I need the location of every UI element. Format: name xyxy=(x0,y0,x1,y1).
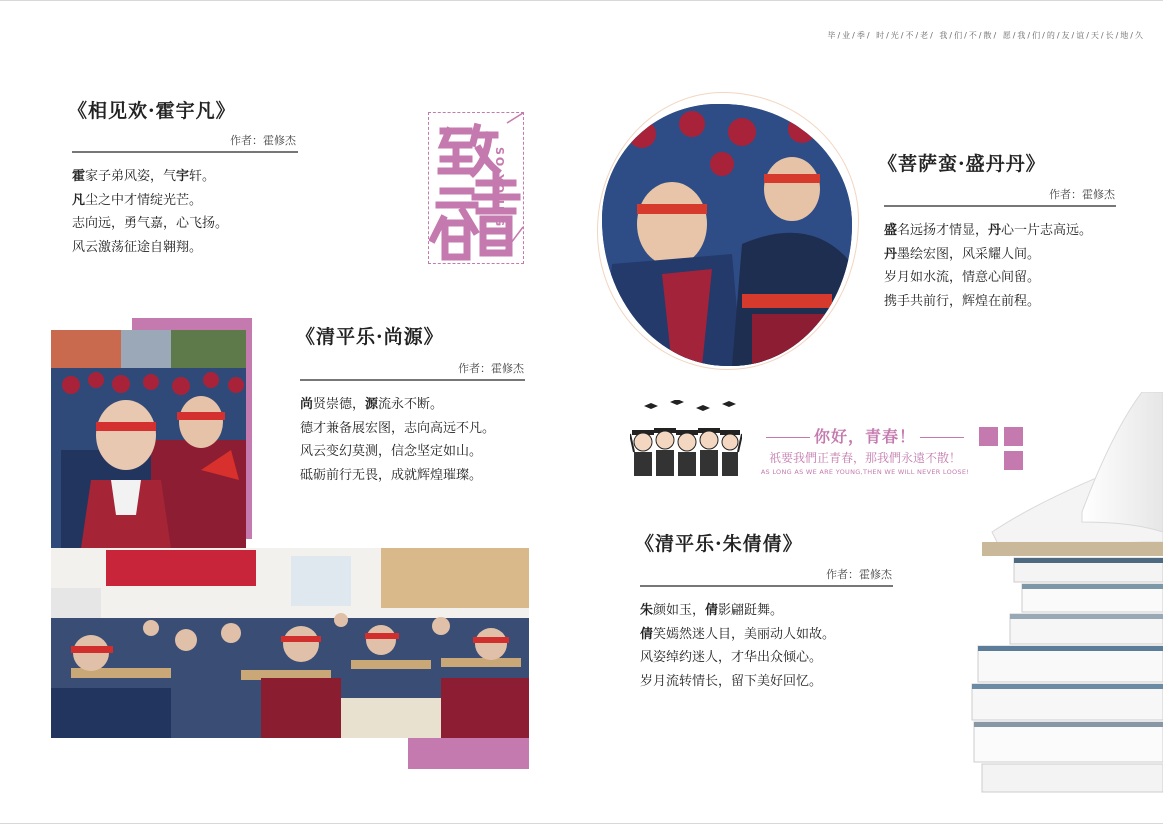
poem-body-1 xyxy=(72,165,228,259)
poem-body-2 xyxy=(300,393,495,487)
poem-title-1: 《相见欢·霍宇凡》 xyxy=(68,100,236,122)
poem-line: 倩笑嫣然迷人目，美丽动人如故。 xyxy=(640,626,836,642)
poem-title-4: 《清平乐·朱倩倩》 xyxy=(635,533,803,555)
photo-classroom xyxy=(51,548,529,738)
poem-title-2: 《清平乐·尚源》 xyxy=(296,326,444,348)
poem-line: 霍家子弟风姿，气宇轩。 xyxy=(72,169,216,184)
poem-rule-4 xyxy=(640,585,893,587)
poem-author-3: 作者：霍修杰 xyxy=(1049,188,1115,201)
poem-line: 朱颜如玉，倩影翩跹舞。 xyxy=(640,603,784,618)
poem-line: 尚贤崇德，源流永不断。 xyxy=(300,397,444,412)
poem-line: 德才兼备展宏图，志向高远不凡。 xyxy=(300,420,496,436)
header-caption: 毕/业/季/ 时/光/不/老/ 我/们/不/散/ 愿/我/们/的/友/谊/天/长/地/久 xyxy=(827,31,1145,40)
poem-line: 盛名远扬才情显，丹心一片志高远。 xyxy=(884,223,1093,238)
poem-line: 凡尘之中才情绽光芒。 xyxy=(72,192,203,208)
banner-headline: 你好，青春！ xyxy=(760,424,970,447)
poem-line: 携手共前行，辉煌在前程。 xyxy=(884,293,1041,309)
poem-body-3 xyxy=(884,219,1092,313)
poem-line: 风姿绰约迷人，才华出众倾心。 xyxy=(640,650,823,665)
poem-line: 风云变幻莫测，信念坚定如山。 xyxy=(300,444,483,459)
poem-line: 志向远，勇气嘉，心飞扬。 xyxy=(72,216,229,231)
poem-body-4 xyxy=(640,599,835,693)
hello-youth-banner xyxy=(760,424,970,476)
poem-line: 风云激荡征途自翱翔。 xyxy=(72,239,203,255)
pink-block-2 xyxy=(408,735,529,769)
youth-logo-icon xyxy=(429,113,525,265)
poem-author-1: 作者：霍修杰 xyxy=(230,134,296,147)
banner-english: AS LONG AS WE ARE YOUNG,THEN WE WILL NEVER LOOSE! xyxy=(760,468,970,476)
poem-line: 砥砺前行无畏，成就辉煌璀璨。 xyxy=(300,467,483,483)
poem-rule-3 xyxy=(884,205,1116,207)
poem-rule-1 xyxy=(72,151,298,153)
book-stack-icon xyxy=(962,392,1163,812)
so-young-stamp xyxy=(428,112,524,264)
poem-author-4: 作者：霍修杰 xyxy=(826,568,892,581)
poem-title-3: 《菩萨蛮·盛丹丹》 xyxy=(878,153,1046,175)
top-border xyxy=(0,0,1163,1)
poem-line: 岁月如水流，情意心间留。 xyxy=(884,270,1041,285)
stamp-english: SO YOUNG xyxy=(493,147,506,229)
photo-students-outdoor xyxy=(51,330,246,548)
poem-rule-2 xyxy=(300,379,525,381)
graduates-cartoon-icon xyxy=(630,400,742,478)
poem-author-2: 作者：霍修杰 xyxy=(458,362,524,375)
banner-subtitle: 祇要我們正青春，那我們永遠不散！ xyxy=(768,451,961,465)
poem-line: 岁月流转情长，留下美好回忆。 xyxy=(640,673,823,689)
poem-line: 丹墨绘宏图，风采耀人间。 xyxy=(884,246,1041,262)
